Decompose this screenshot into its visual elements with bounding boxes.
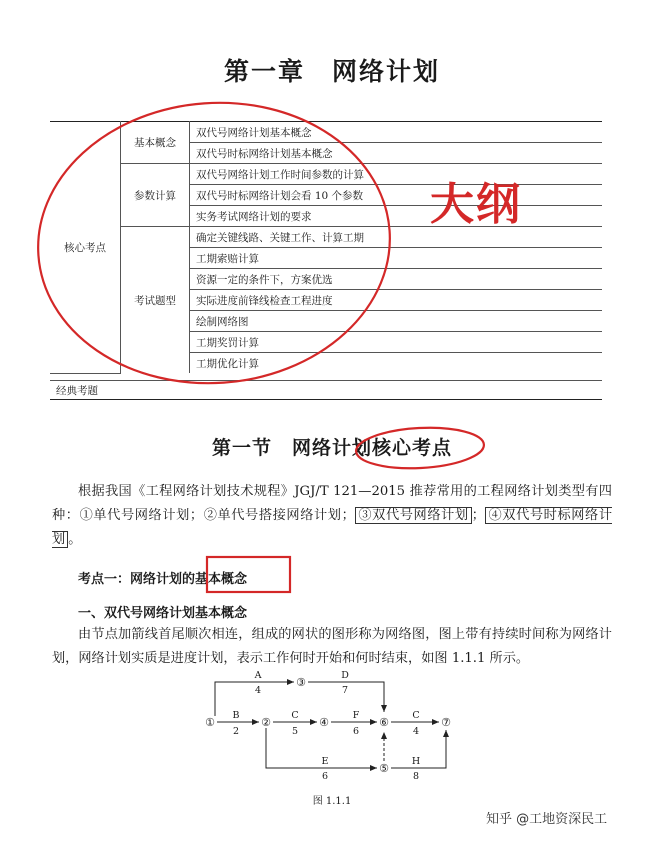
- intro-separator: ；: [471, 508, 485, 523]
- activity-duration: 4: [254, 685, 262, 696]
- outline-item: 实际进度前锋线检查工程进度: [190, 290, 603, 311]
- activity-duration: 2: [232, 726, 240, 737]
- outline-item: 工期优化计算: [196, 357, 259, 370]
- activity-label: A: [254, 670, 262, 681]
- intro-end: 。: [68, 532, 82, 547]
- outline-item: 双代号网络计划基本概念: [190, 122, 603, 143]
- network-node: ⑥: [379, 716, 389, 729]
- network-diagram: [190, 664, 470, 794]
- outline-item: 实务考试网络计划的要求: [190, 206, 603, 227]
- annotation-label: 大纲: [430, 179, 522, 230]
- activity-label: C: [291, 710, 299, 721]
- outline-item: 资源一定的条件下，方案优选: [190, 269, 603, 290]
- boxed-term: ④双代号时标网络计划: [52, 508, 613, 547]
- activity-label: D: [341, 670, 349, 681]
- activity-duration: 7: [341, 685, 349, 696]
- outline-item: 工期奖罚计算: [190, 332, 603, 353]
- outline-group-name: 参数计算: [121, 164, 190, 227]
- network-node: ⑦: [441, 716, 451, 729]
- network-node: ①: [205, 716, 215, 729]
- network-node: ④: [319, 716, 329, 729]
- activity-label: F: [352, 710, 360, 721]
- figure-caption: 图 1.1.1: [312, 796, 352, 807]
- activity-label: B: [232, 710, 240, 721]
- activity-duration: 6: [352, 726, 360, 737]
- network-node: ⑤: [379, 762, 389, 775]
- intro-text: 根据我国《工程网络计划技术规程》JGJ/T 121—2015 推荐常用的工程网络计划类型有四种：①单代号网络计划；②单代号搭接网络计划；: [52, 484, 612, 523]
- activity-duration: 6: [321, 771, 329, 782]
- network-node: ②: [261, 716, 271, 729]
- intro-paragraph: [52, 480, 612, 552]
- activity-label: H: [411, 756, 421, 767]
- activity-duration: 5: [291, 726, 299, 737]
- activity-duration: 8: [412, 771, 420, 782]
- watermark: 知乎 @工地资深民工: [486, 812, 608, 827]
- body-paragraph: 由节点加箭线首尾顺次相连，组成的网状的图形称为网络图，图上带有持续时间称为网络计划，网络计划实质是进度计划，表示工作何时开始和何时结束，如图 1.1.1 所示。: [52, 627, 612, 666]
- chapter-title: 第一章 网络计划: [223, 57, 440, 86]
- outline-item: 双代号网络计划工作时间参数的计算: [190, 164, 603, 185]
- outline-table: [50, 121, 602, 374]
- sub-heading: 一、双代号网络计划基本概念: [78, 606, 248, 621]
- activity-duration: 4: [412, 726, 420, 737]
- network-node: ③: [296, 676, 306, 689]
- outline-group-name: 基本概念: [121, 122, 190, 164]
- outline-category: 核心考点: [50, 122, 121, 374]
- outline-item: 双代号时标网络计划基本概念: [190, 143, 603, 164]
- outline-group-name: 考试题型: [121, 227, 190, 374]
- classic-exam-row: 经典考题: [50, 380, 602, 400]
- section-title: 第一节 网络计划核心考点: [211, 437, 452, 459]
- activity-label: E: [321, 756, 329, 767]
- boxed-term: ③双代号网络计划: [355, 507, 472, 524]
- outline-item: 工期索赔计算: [190, 248, 603, 269]
- keypoint-heading: 考点一：网络计划的基本概念: [78, 572, 248, 587]
- outline-row: [50, 122, 602, 143]
- outline-item: 绘制网络图: [190, 311, 603, 332]
- activity-label: C: [412, 710, 420, 721]
- outline-item: 确定关键线路、关键工作、计算工期: [190, 227, 603, 248]
- outline-item: 双代号时标网络计划会看 10 个参数: [190, 185, 603, 206]
